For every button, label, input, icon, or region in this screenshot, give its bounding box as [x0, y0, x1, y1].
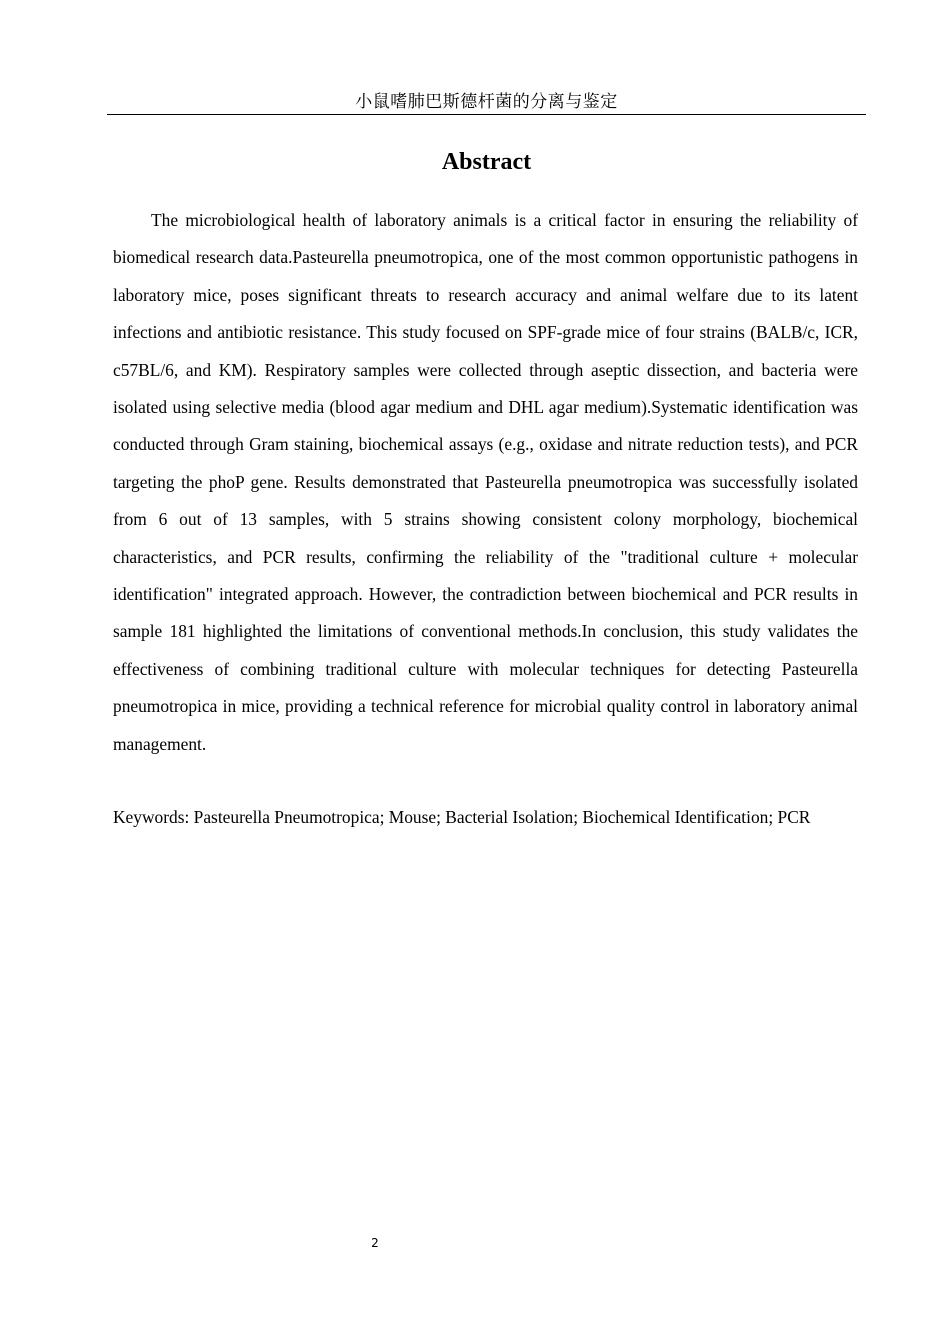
running-header-title: 小鼠嗜肺巴斯德杆菌的分离与鉴定: [355, 92, 618, 112]
abstract-heading: Abstract: [441, 149, 532, 175]
abstract-paragraph: [113, 202, 858, 763]
abstract-text: The microbiological health of laboratory animals is a critical factor in ensuring the reliability of biomedical research data.Pasteurella pneumotropica, one of the most common opportunistic pathogens in laboratory mice, poses significant threats to research accuracy and animal welfare due to its latent infections and antibiotic resistance. This study focused on SPF-grade mice of four strains (BALB/c, ICR, c57BL/6, and KM). Respiratory samples were collected through aseptic dissection, and bacteria were isolated using selective media (blood agar medium and DHL agar medium).Systematic identification was conducted through Gram staining, biochemical assays (e.g., oxidase and nitrate reduction tests), and PCR targeting the phoP gene. Results demonstrated that Pasteurella pneumotropica was successfully isolated from 6 out of 13 samples, with 5 strains showing consistent colony morphology, biochemical characteristics, and PCR results, confirming the reliability of the "traditional culture + molecular identification" integrated approach. However, the contradiction between biochemical and PCR results in sample 181 highlighted the limitations of conventional methods.In conclusion, this study validates the effectiveness of combining traditional culture with molecular techniques for detecting Pasteurella pneumotropica in mice, providing a technical reference for microbial quality control in laboratory animal management.: [113, 210, 858, 754]
page-number: 2: [371, 1236, 379, 1250]
keywords-line: Keywords: Pasteurella Pneumotropica; Mouse; Bacterial Isolation; Biochemical Identification; PCR: [113, 807, 811, 827]
header-divider: [107, 114, 866, 115]
